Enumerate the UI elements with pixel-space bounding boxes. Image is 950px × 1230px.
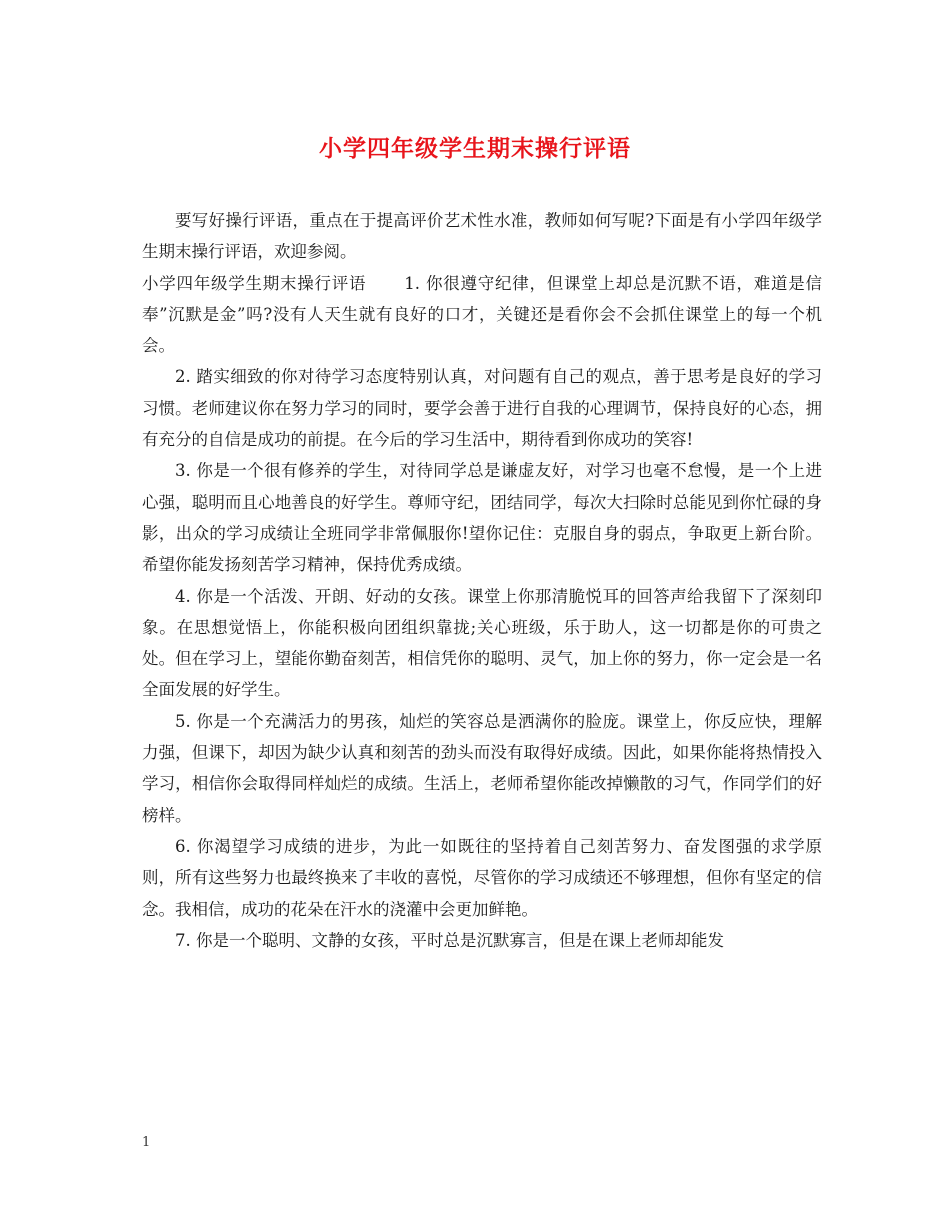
document-body [142, 205, 822, 956]
comment-item-4: 4. 你是一个活泼、开朗、好动的女孩。课堂上你那清脆悦耳的回答声给我留下了深刻印象。在思想觉悟上，你能积极向团组织靠拢;关心班级，乐于助人，这一切都是你的可贵之处。但在学习上，望能你勤奋刻苦，相信凭你的聪明、灵气，加上你的努力，你一定会是一名全面发展的好学生。 [142, 586, 822, 700]
comment-item-6: 6. 你渴望学习成绩的进步，为此一如既往的坚持着自己刻苦努力、奋发图强的求学原则，所有这些努力也最终换来了丰收的喜悦，尽管你的学习成绩还不够理想，但你有坚定的信念。我相信，成功的花朵在汗水的浇灌中会更加鲜艳。 [142, 836, 822, 919]
comment-item-7: 7. 你是一个聪明、文静的女孩，平时总是沉默寡言，但是在课上老师却能发 [175, 930, 724, 950]
comment-item-5: 5. 你是一个充满活力的男孩，灿烂的笑容总是洒满你的脸庞。课堂上，你反应快，理解力强，但课下，却因为缺少认真和刻苦的劲头而没有取得好成绩。因此，如果你能将热情投入学习，相信你会取得同样灿烂的成绩。生活上，老师希望你能改掉懒散的习气，作同学们的好榜样。 [142, 711, 822, 825]
page-number: 1 [142, 1135, 151, 1150]
comment-item-1: 1. 你很遵守纪律，但课堂上却总是沉默不语，难道是信奉”沉默是金”吗?没有人天生就有良好的口才，关键还是看你会不会抓住课堂上的每一个机会。 [142, 273, 822, 356]
comment-item-3: 3. 你是一个很有修养的学生，对待同学总是谦虚友好，对学习也毫不怠慢，是一个上进心强，聪明而且心地善良的好学生。尊师守纪，团结同学，每次大扫除时总能见到你忙碌的身影，出众的学习成绩让全班同学非常佩服你!望你记住：克服自身的弱点，争取更上新台阶。希望你能发扬刻苦学习精神，保持优秀成绩。 [142, 461, 822, 575]
intro-paragraph: 要写好操行评语，重点在于提高评价艺术性水准，教师如何写呢?下面是有小学四年级学生期末操行评语，欢迎参阅。 [142, 211, 822, 262]
comment-item-2: 2. 踏实细致的你对待学习态度特别认真，对问题有自己的观点，善于思考是良好的学习习惯。老师建议你在努力学习的同时，要学会善于进行自我的心理调节，保持良好的心态，拥有充分的自信是成功的前提。在今后的学习生活中，期待看到你成功的笑容! [142, 367, 822, 450]
section-paragraph [142, 268, 822, 362]
document-title: 小学四年级学生期末操行评语 [319, 135, 631, 162]
section-heading: 小学四年级学生期末操行评语 [142, 273, 367, 293]
